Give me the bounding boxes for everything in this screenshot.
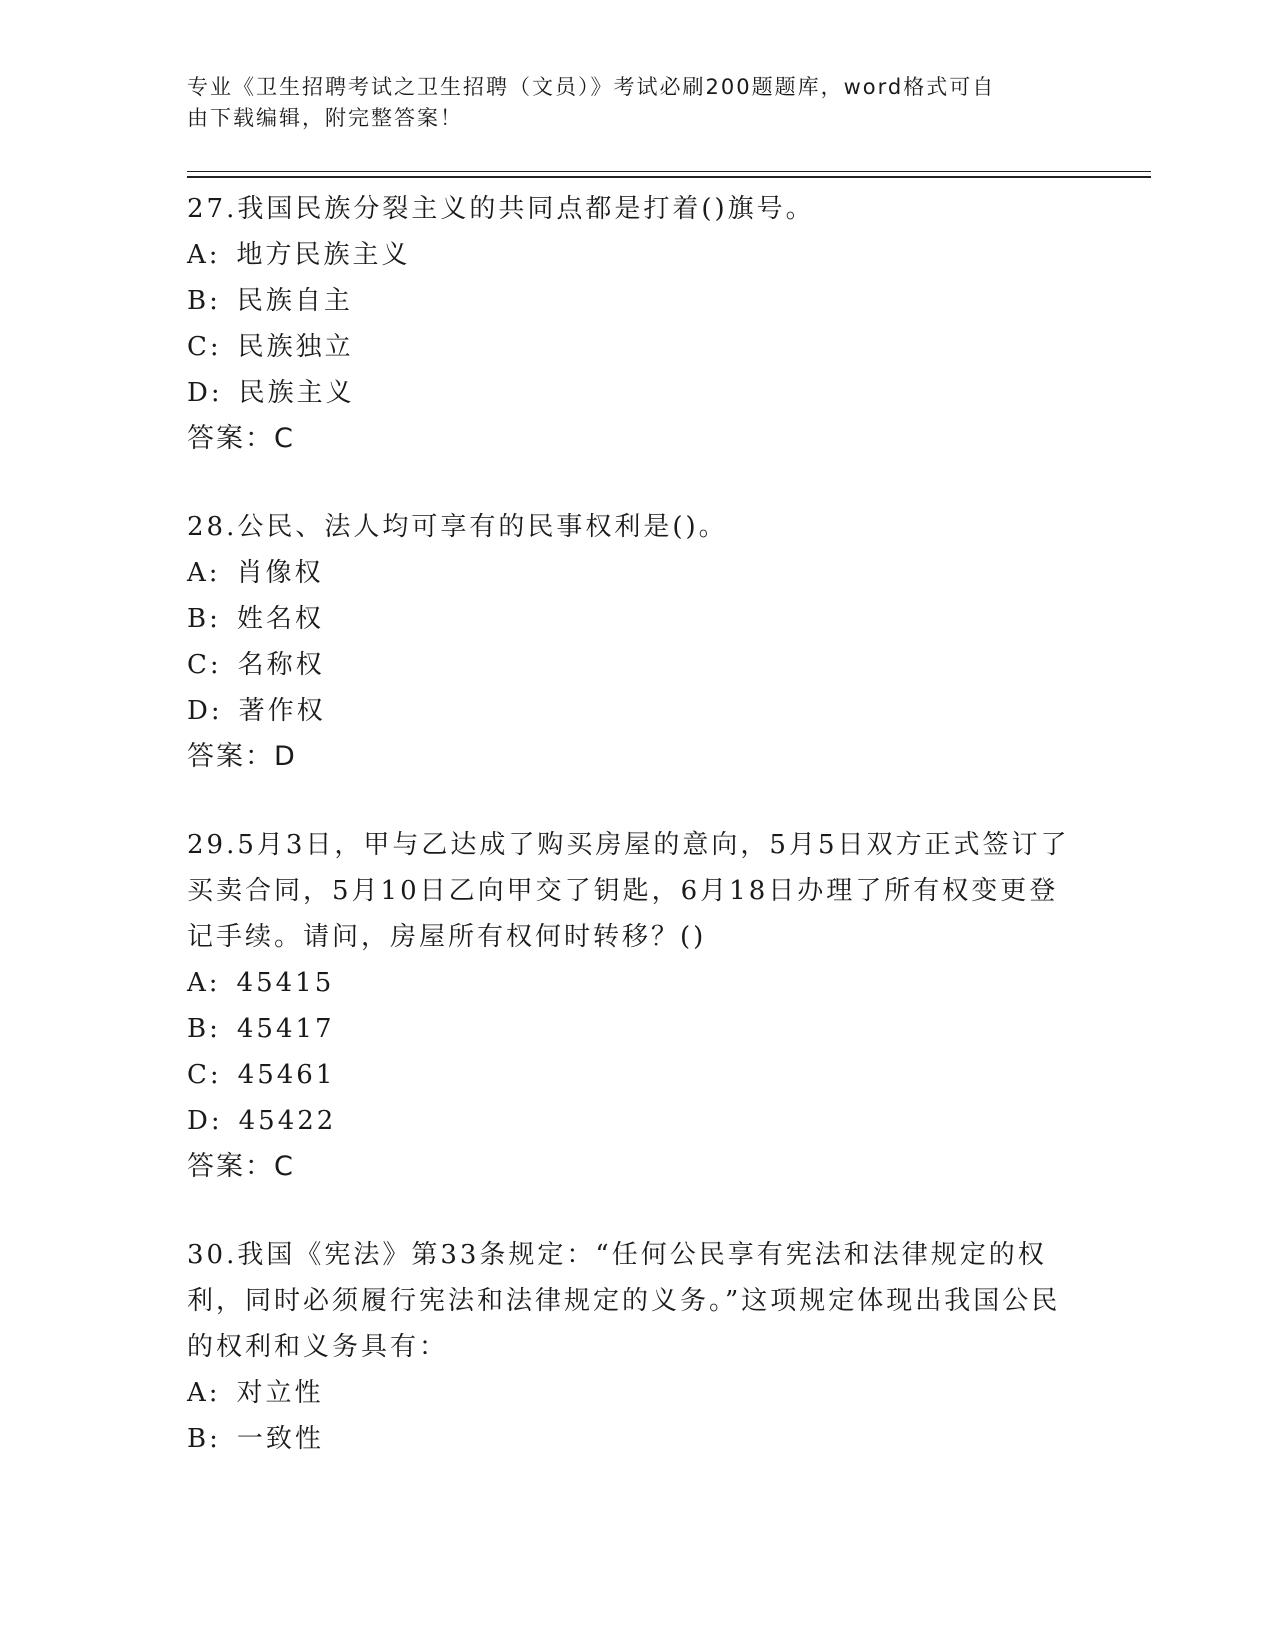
option-text: 民族独立 (237, 332, 354, 362)
option-text: 民族自主 (236, 286, 353, 316)
option-text: 名称权 (237, 650, 325, 680)
option-text: 民族主义 (238, 378, 355, 408)
header-line-1: 专业《卫生招聘考试之卫生招聘（文员）》考试必刷200题题库，word格式可自 (187, 75, 996, 99)
header-rule-thick (187, 176, 1151, 178)
question-list (187, 186, 1087, 1504)
answer-line: 答案：C (187, 1151, 295, 1182)
option-text: 姓名权 (236, 604, 324, 634)
option-key: D: (187, 1106, 223, 1136)
option-d (187, 370, 1087, 416)
question-stem: 28.公民、法人均可享有的民事权利是()。 (187, 512, 728, 542)
option-text: 45461 (237, 1060, 336, 1090)
option-b (187, 1006, 1087, 1052)
option-c (187, 324, 1087, 370)
option-text: 45415 (236, 968, 335, 998)
option-text: 对立性 (236, 1378, 324, 1408)
option-d (187, 688, 1087, 734)
question-29 (187, 822, 1087, 1190)
document-header (187, 72, 1067, 134)
question-stem: 27.我国民族分裂主义的共同点都是打着()旗号。 (187, 194, 815, 224)
option-text: 著作权 (238, 696, 326, 726)
question-stem: 30.我国《宪法》第33条规定：“任何公民享有宪法和法律规定的权利，同时必须履行宪法和法律规定的义务。”这项规定体现出我国公民的权利和义务具有： (187, 1240, 1061, 1362)
option-a (187, 232, 1087, 278)
option-b (187, 278, 1087, 324)
option-key: A: (187, 968, 221, 998)
option-a (187, 550, 1087, 596)
question-30 (187, 1232, 1087, 1462)
option-key: B: (187, 1424, 221, 1454)
option-key: D: (187, 378, 223, 408)
option-a (187, 960, 1087, 1006)
option-key: A: (187, 1378, 221, 1408)
option-key: D: (187, 696, 223, 726)
option-c (187, 1052, 1087, 1098)
option-key: B: (187, 604, 221, 634)
option-key: C: (187, 650, 222, 680)
question-28 (187, 504, 1087, 780)
answer-line: 答案：C (187, 423, 295, 454)
option-key: A: (187, 240, 221, 270)
option-text: 地方民族主义 (236, 240, 411, 270)
option-a (187, 1370, 1087, 1416)
header-line-2: 由下载编辑，附完整答案！ (187, 106, 463, 130)
option-text: 45422 (238, 1106, 337, 1136)
question-27 (187, 186, 1087, 462)
option-text: 一致性 (236, 1424, 324, 1454)
option-d (187, 1098, 1087, 1144)
option-key: B: (187, 1014, 221, 1044)
option-b (187, 1416, 1087, 1462)
header-rule-thin (187, 171, 1151, 172)
option-text: 45417 (236, 1014, 335, 1044)
option-key: C: (187, 1060, 222, 1090)
option-key: A: (187, 558, 221, 588)
answer-line: 答案：D (187, 741, 297, 772)
option-key: C: (187, 332, 222, 362)
question-stem: 29.5月3日，甲与乙达成了购买房屋的意向，5月5日双方正式签订了买卖合同，5月10日乙向甲交了钥匙，6月18日办理了所有权变更登记手续。请问，房屋所有权何时转移？() (187, 830, 1070, 952)
option-b (187, 596, 1087, 642)
option-key: B: (187, 286, 221, 316)
option-c (187, 642, 1087, 688)
option-text: 肖像权 (236, 558, 324, 588)
